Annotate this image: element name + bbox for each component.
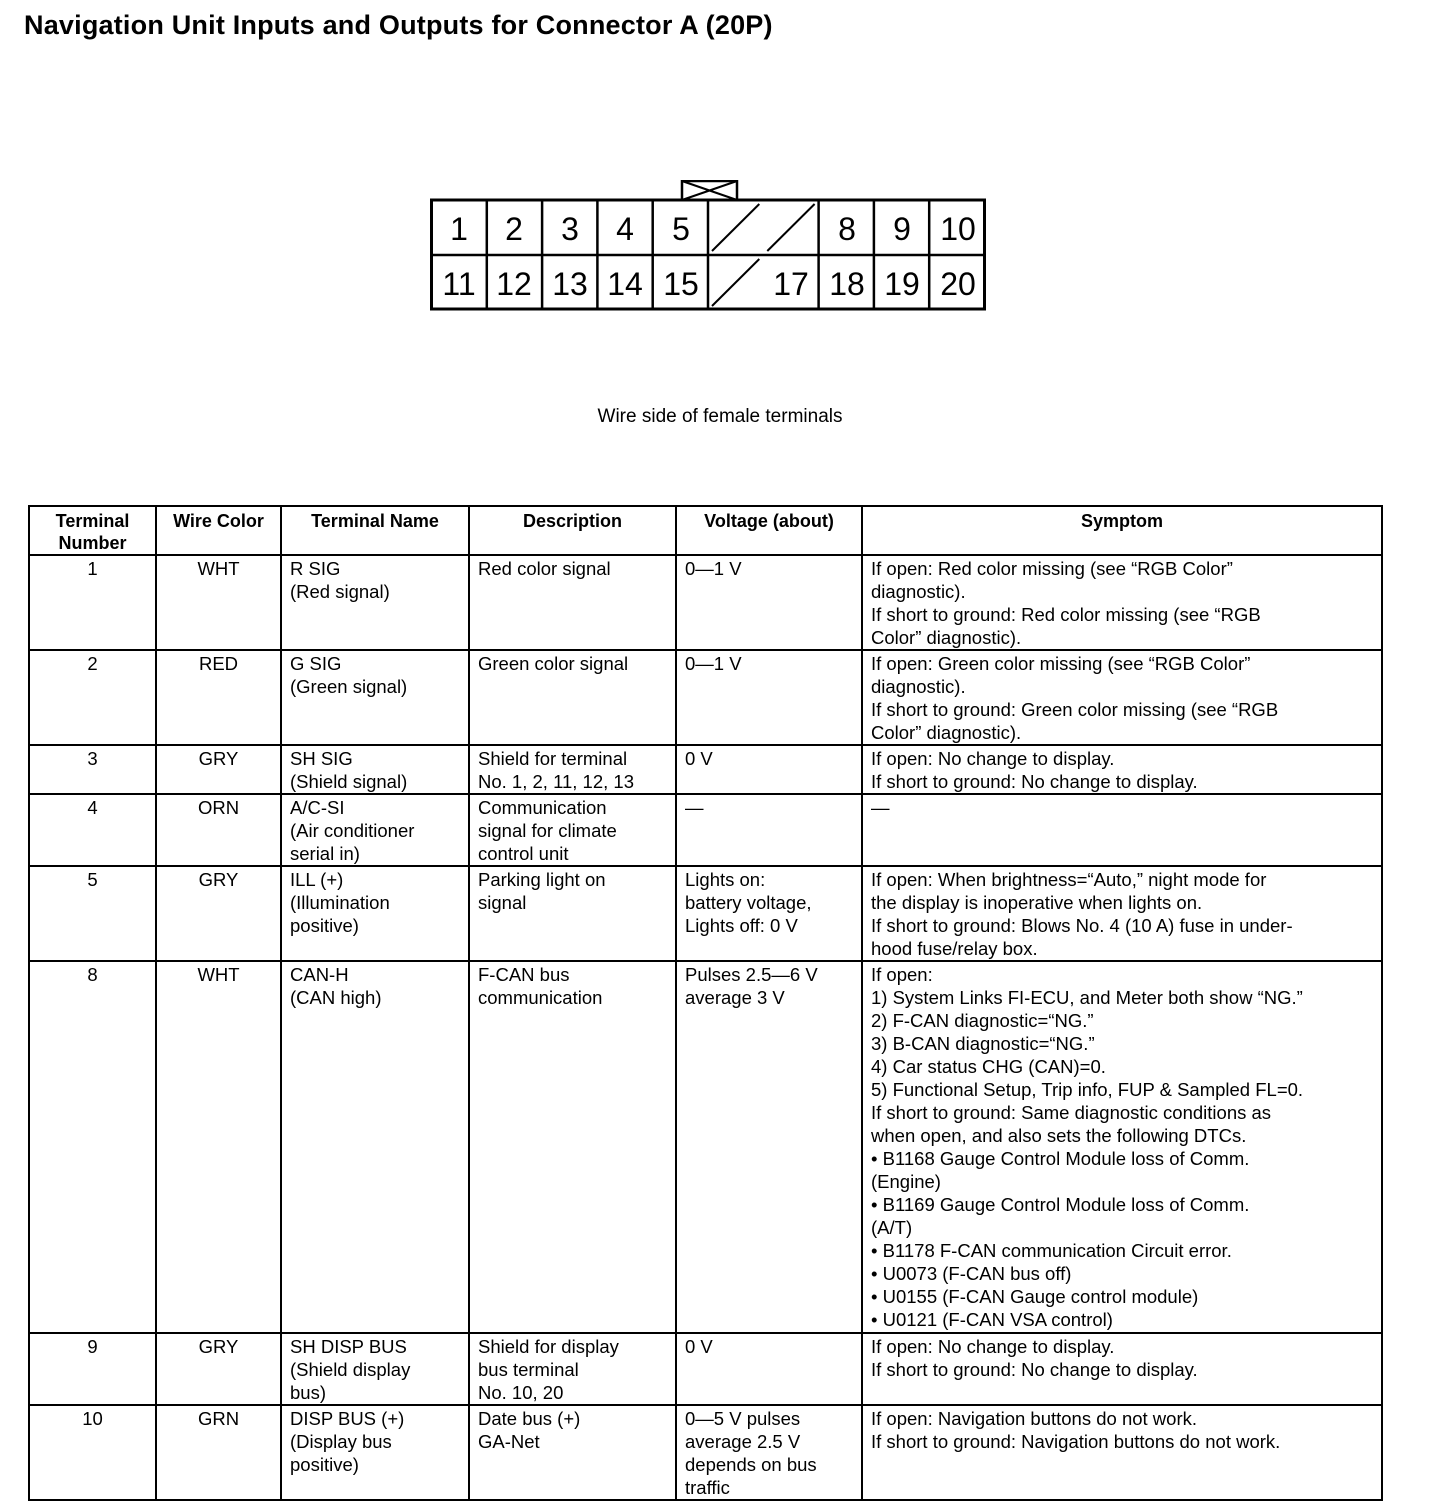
cell-symptom-line: • U0073 (F-CAN bus off) (871, 1263, 1072, 1284)
cell-description (469, 794, 676, 866)
cell-symptom (862, 1333, 1382, 1405)
table-row (29, 1333, 1382, 1405)
cell-voltage (676, 745, 862, 794)
cell-symptom-line: the display is inoperative when lights on. (871, 892, 1203, 913)
cell-voltage (676, 866, 862, 961)
cell-description-line: signal for climate (478, 820, 617, 841)
cell-symptom-line: (A/T) (871, 1217, 913, 1238)
cell-terminal-name (281, 1333, 469, 1405)
cell-symptom (862, 866, 1382, 961)
cell-terminal-name-line: CAN-H (290, 964, 349, 985)
cell-terminal-number: 10 (29, 1405, 156, 1500)
cell-symptom-line: If open: Navigation buttons do not work. (871, 1408, 1198, 1429)
cell-voltage-line: Pulses 2.5—6 V (685, 964, 818, 985)
cell-symptom-line: — (871, 797, 890, 818)
cell-voltage-line: Lights off: 0 V (685, 915, 798, 936)
cell-voltage-line: 0—1 V (685, 653, 742, 674)
cell-wire-color: GRY (156, 1333, 281, 1405)
cell-terminal-name-line: (Display bus (290, 1431, 392, 1452)
cell-voltage (676, 555, 862, 650)
header-terminal-name: Terminal Name (281, 506, 469, 555)
cell-voltage (676, 794, 862, 866)
cell-voltage-line: 0—1 V (685, 558, 742, 579)
cell-description-line: No. 10, 20 (478, 1382, 564, 1403)
cell-symptom-line: when open, and also sets the following DTCs. (871, 1125, 1247, 1146)
cell-wire-color: GRY (156, 866, 281, 961)
cell-description (469, 745, 676, 794)
cell-terminal-name-line: (Shield signal) (290, 771, 408, 792)
cell-description (469, 866, 676, 961)
header-symptom: Symptom (862, 506, 1382, 555)
cell-terminal-name (281, 794, 469, 866)
cell-symptom-line: If short to ground: Same diagnostic conditions as (871, 1102, 1272, 1123)
pin-17: 17 (773, 266, 809, 302)
header-description: Description (469, 506, 676, 555)
header-voltage: Voltage (about) (676, 506, 862, 555)
cell-terminal-name-line: positive) (290, 1454, 359, 1475)
cell-symptom (862, 555, 1382, 650)
pin-5: 5 (672, 211, 690, 247)
cell-wire-color: GRN (156, 1405, 281, 1500)
cell-terminal-name-line: SH DISP BUS (290, 1336, 407, 1357)
cell-wire-color: GRY (156, 745, 281, 794)
pin-14: 14 (607, 266, 643, 302)
cell-terminal-name-line: G SIG (290, 653, 342, 674)
cell-voltage-line: battery voltage, (685, 892, 812, 913)
cell-terminal-number: 4 (29, 794, 156, 866)
cell-description-line: GA-Net (478, 1431, 540, 1452)
cell-voltage-line: depends on bus (685, 1454, 817, 1475)
cell-description-line: Date bus (+) (478, 1408, 581, 1429)
pin-8: 8 (838, 211, 856, 247)
cell-symptom-line: If short to ground: No change to display. (871, 771, 1198, 792)
cell-terminal-number: 8 (29, 961, 156, 1333)
cell-description-line: signal (478, 892, 527, 913)
cell-description-line: Red color signal (478, 558, 611, 579)
cell-symptom-line: diagnostic). (871, 581, 966, 602)
cell-voltage-line: Lights on: (685, 869, 766, 890)
cell-voltage-line: 0 V (685, 1336, 713, 1357)
cell-terminal-number: 3 (29, 745, 156, 794)
pin-2: 2 (505, 211, 523, 247)
cell-description-line: Shield for terminal (478, 748, 628, 769)
cell-description-line: No. 1, 2, 11, 12, 13 (478, 771, 634, 792)
table-row (29, 866, 1382, 961)
cell-description-line: Communication (478, 797, 607, 818)
cell-description-line: Shield for display (478, 1336, 619, 1357)
cell-terminal-number: 5 (29, 866, 156, 961)
cell-symptom-line: If open: Green color missing (see “RGB Color” (871, 653, 1251, 674)
cell-terminal-name-line: positive) (290, 915, 359, 936)
cell-wire-color: WHT (156, 961, 281, 1333)
cell-description-line: bus terminal (478, 1359, 579, 1380)
cell-symptom-line: If short to ground: Blows No. 4 (10 A) fuse in under- (871, 915, 1293, 936)
cell-terminal-name-line: R SIG (290, 558, 341, 579)
cell-terminal-name-line: ILL (+) (290, 869, 344, 890)
cell-description-line: communication (478, 987, 603, 1008)
cell-symptom-line: • U0121 (F-CAN VSA control) (871, 1309, 1113, 1330)
cell-symptom-line: If open: Red color missing (see “RGB Color” (871, 558, 1233, 579)
connector-caption: Wire side of female terminals (597, 406, 843, 427)
cell-symptom (862, 650, 1382, 745)
cell-symptom (862, 794, 1382, 866)
cell-terminal-number: 2 (29, 650, 156, 745)
header-terminal-number: Terminal Number (29, 506, 156, 555)
cell-terminal-name-line: DISP BUS (+) (290, 1408, 405, 1429)
cell-symptom-line: If short to ground: Red color missing (see “RGB (871, 604, 1261, 625)
cell-symptom-line: (Engine) (871, 1171, 941, 1192)
pin-9: 9 (893, 211, 911, 247)
table-row (29, 961, 1382, 1333)
pin-10: 10 (940, 211, 976, 247)
pin-18: 18 (829, 266, 865, 302)
table-row (29, 745, 1382, 794)
pin-15: 15 (663, 266, 699, 302)
cell-terminal-name-line: (Illumination (290, 892, 390, 913)
cell-terminal-name (281, 555, 469, 650)
table-header-row (29, 506, 1382, 555)
pin-11: 11 (442, 266, 476, 302)
cell-terminal-name-line: (Red signal) (290, 581, 390, 602)
pin-13: 13 (552, 266, 588, 302)
cell-description-line: control unit (478, 843, 569, 864)
cell-symptom-line: • B1168 Gauge Control Module loss of Comm. (871, 1148, 1250, 1169)
cell-voltage (676, 961, 862, 1333)
connector-lock-tab (682, 181, 737, 200)
table-row (29, 794, 1382, 866)
cell-terminal-name-line: (CAN high) (290, 987, 382, 1008)
cell-voltage-line: traffic (685, 1477, 730, 1498)
cell-terminal-name (281, 1405, 469, 1500)
cell-voltage-line: 0—5 V pulses (685, 1408, 801, 1429)
cell-wire-color: WHT (156, 555, 281, 650)
cell-wire-color: RED (156, 650, 281, 745)
cell-symptom-line: 2) F-CAN diagnostic=“NG.” (871, 1010, 1094, 1031)
cell-symptom (862, 1405, 1382, 1500)
cell-symptom-line: • U0155 (F-CAN Gauge control module) (871, 1286, 1199, 1307)
cell-voltage-line: average 3 V (685, 987, 785, 1008)
cell-description (469, 650, 676, 745)
cell-description (469, 1405, 676, 1500)
cell-symptom-line: 4) Car status CHG (CAN)=0. (871, 1056, 1106, 1077)
table-row (29, 555, 1382, 650)
cell-description-line: F-CAN bus (478, 964, 570, 985)
cell-voltage (676, 1405, 862, 1500)
cell-terminal-name-line: (Green signal) (290, 676, 408, 697)
cell-voltage (676, 650, 862, 745)
terminal-table (28, 505, 1383, 1501)
cell-terminal-number: 9 (29, 1333, 156, 1405)
cell-description-line: Green color signal (478, 653, 629, 674)
page-title: Navigation Unit Inputs and Outputs for Connector A (20P) (24, 10, 773, 40)
cell-symptom-line: If open: No change to display. (871, 748, 1115, 769)
cell-symptom-line: 1) System Links FI-ECU, and Meter both show “NG.” (871, 987, 1303, 1008)
cell-symptom-line: diagnostic). (871, 676, 966, 697)
cell-terminal-number: 1 (29, 555, 156, 650)
cell-voltage-line: — (685, 797, 704, 818)
cell-symptom-line: 5) Functional Setup, Trip info, FUP & Sampled FL=0. (871, 1079, 1304, 1100)
cell-symptom-line: hood fuse/relay box. (871, 938, 1038, 959)
cell-symptom-line: • B1178 F-CAN communication Circuit error. (871, 1240, 1232, 1261)
cell-symptom-line: If open: No change to display. (871, 1336, 1115, 1357)
cell-symptom-line: If short to ground: Navigation buttons do not work. (871, 1431, 1281, 1452)
cell-symptom (862, 961, 1382, 1333)
cell-voltage-line: 0 V (685, 748, 713, 769)
cell-symptom-line: If short to ground: No change to display. (871, 1359, 1198, 1380)
cell-terminal-name (281, 650, 469, 745)
cell-terminal-name-line: (Shield display (290, 1359, 411, 1380)
cell-description (469, 1333, 676, 1405)
cell-voltage-line: average 2.5 V (685, 1431, 801, 1452)
cell-description-line: Parking light on (478, 869, 606, 890)
cell-symptom-line: Color” diagnostic). (871, 722, 1022, 743)
cell-terminal-name (281, 745, 469, 794)
cell-wire-color: ORN (156, 794, 281, 866)
cell-symptom-line: If open: When brightness=“Auto,” night mode for (871, 869, 1267, 890)
pin-20: 20 (940, 266, 976, 302)
cell-terminal-name-line: A/C-SI (290, 797, 345, 818)
cell-symptom (862, 745, 1382, 794)
connector-diagram (430, 180, 986, 311)
cell-terminal-name-line: serial in) (290, 843, 360, 864)
cell-description (469, 555, 676, 650)
cell-symptom-line: If short to ground: Green color missing (see “RGB (871, 699, 1279, 720)
pin-19: 19 (884, 266, 920, 302)
cell-terminal-name-line: bus) (290, 1382, 326, 1403)
cell-symptom-line: 3) B-CAN diagnostic=“NG.” (871, 1033, 1095, 1054)
cell-symptom-line: • B1169 Gauge Control Module loss of Comm. (871, 1194, 1250, 1215)
cell-terminal-name-line: (Air conditioner (290, 820, 415, 841)
pin-12: 12 (496, 266, 532, 302)
table-body (29, 555, 1382, 1500)
cell-terminal-name (281, 866, 469, 961)
terminal-table-container (28, 505, 1381, 1501)
pin-1: 1 (450, 211, 468, 247)
pin-3: 3 (561, 211, 579, 247)
cell-terminal-name (281, 961, 469, 1333)
header-wire-color: Wire Color (156, 506, 281, 555)
table-row (29, 650, 1382, 745)
table-row (29, 1405, 1382, 1500)
cell-terminal-name-line: SH SIG (290, 748, 353, 769)
cell-symptom-line: If open: (871, 964, 933, 985)
cell-voltage (676, 1333, 862, 1405)
pin-4: 4 (616, 211, 634, 247)
cell-symptom-line: Color” diagnostic). (871, 627, 1022, 648)
cell-description (469, 961, 676, 1333)
